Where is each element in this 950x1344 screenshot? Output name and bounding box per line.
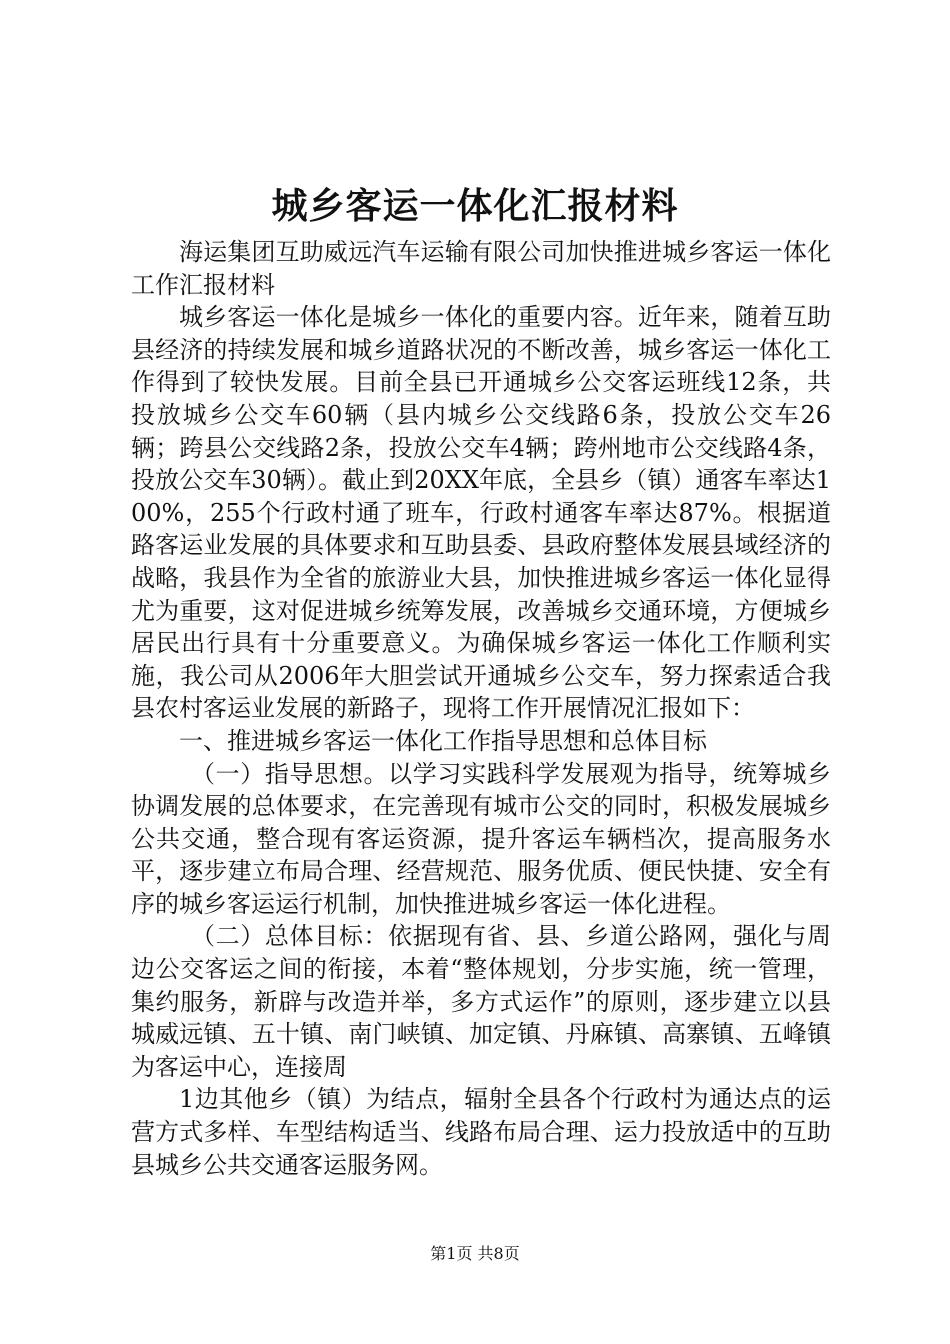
page-footer [0,1243,950,1265]
page-number: 第1页 共8页 [430,1244,520,1263]
document-title: 城乡客运一体化汇报材料 [271,185,679,227]
continuation-paragraph: 1边其他乡（镇）为结点，辐射全县各个行政村为通达点的运营方式多样、车型结构适当、线路布局合理、运力投放适中的互助县城乡公共交通客运服务网。 [131,1085,831,1179]
guiding-ideology-paragraph: （一）指导思想。以学习实践科学发展观为指导，统筹城乡协调发展的总体要求，在完善现有城市公交的同时，积极发展城乡公共交通，整合现有客运资源，提升客运车辆档次，提高服务水平，逐步建立布局合理、经营规范、服务优质、便民快捷、安全有序的城乡客运运行机制，加快推进城乡客运一体化进程。 [131,759,831,918]
intro-paragraph: 海运集团互助威远汽车运输有限公司加快推进城乡客运一体化工作汇报材料 [131,238,831,299]
overall-goal-paragraph: （二）总体目标：依据现有省、县、乡道公路网，强化与周边公交客运之间的衔接，本着“整体规划，分步实施，统一管理，集约服务，新辟与改造并举，多方式运作”的原则，逐步建立以县城威远镇、五十镇、南门峡镇、加定镇、丹麻镇、高寨镇、五峰镇为客运中心，连接周 [131,922,831,1081]
document-body [131,236,831,1181]
background-paragraph: 城乡客运一体化是城乡一体化的重要内容。近年来，随着互助县经济的持续发展和城乡道路状况的不断改善，城乡客运一体化工作得到了较快发展。目前全县已开通城乡公交客运班线12条，共投放城乡公交车60辆（县内城乡公交线路6条，投放公交车26辆；跨县公交线路2条，投放公交车4辆；跨州地市公交线路4条，投放公交车30辆）。截止到20XX年底，全县乡（镇）通客车率达100%，255个行政村通了班车，行政村通客车率达87%。根据道路客运业发展的具体要求和互助县委、县政府整体发展县域经济的战略，我县作为全省的旅游业大县，加快推进城乡客运一体化显得尤为重要，这对促进城乡统筹发展，改善城乡交通环境，方便城乡居民出行具有十分重要意义。为确保城乡客运一体化工作顺利实施，我公司从2006年大胆尝试开通城乡公交车，努力探索适合我县农村客运业发展的新路子，现将工作开展情况汇报如下： [131,303,831,723]
section-heading: 一、推进城乡客运一体化工作指导思想和总体目标 [179,726,707,755]
